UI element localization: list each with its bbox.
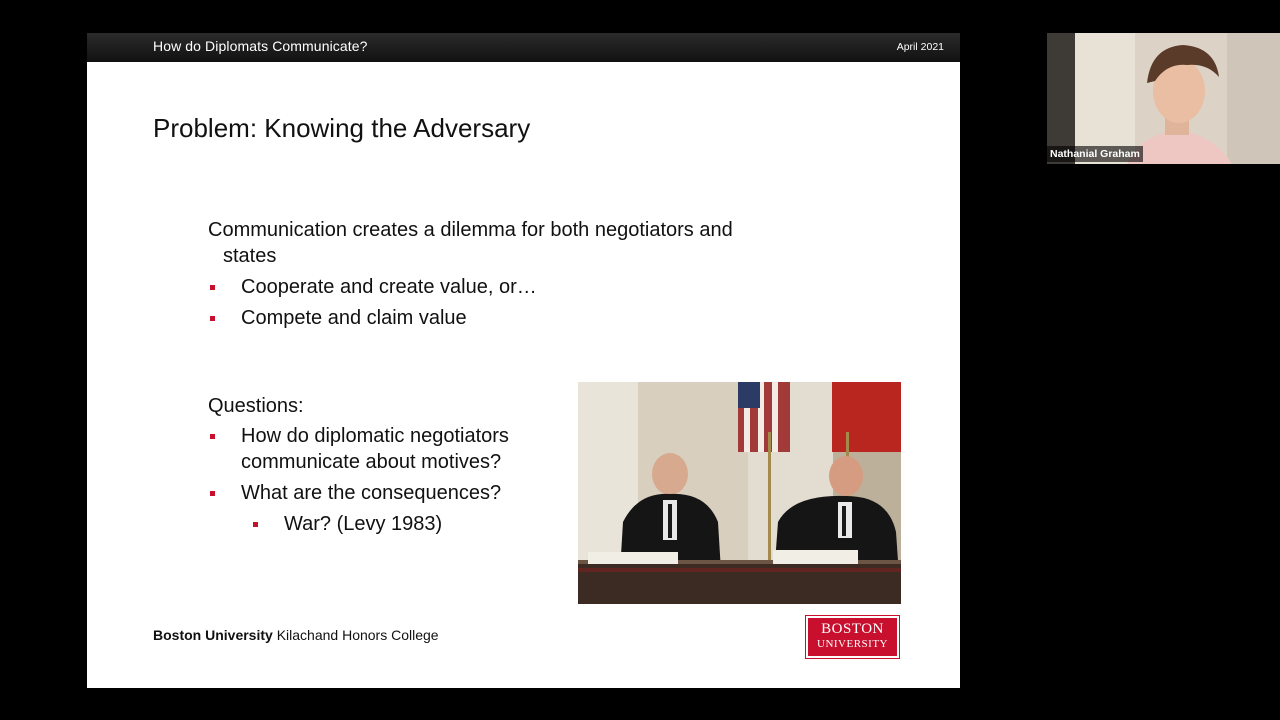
deck-date: April 2021 xyxy=(896,41,944,53)
slide-header-bar xyxy=(87,33,960,62)
bullet-icon xyxy=(253,522,258,527)
participant-video-tile[interactable] xyxy=(1047,33,1280,164)
options-list xyxy=(208,274,537,336)
list-item: Cooperate and create value, or… xyxy=(208,274,537,300)
participant-video-feed xyxy=(1047,33,1280,164)
treaty-signing-photo xyxy=(578,382,901,604)
participant-name-label: Nathanial Graham xyxy=(1047,146,1143,162)
bullet-icon xyxy=(210,491,215,496)
list-item: War? (Levy 1983) xyxy=(208,511,509,537)
footer-university: Boston University xyxy=(153,627,273,643)
intro-line-2: states xyxy=(223,245,277,267)
boston-university-logo xyxy=(806,616,899,658)
list-item: Compete and claim value xyxy=(208,305,537,331)
bullet-icon xyxy=(210,316,215,321)
footer-college: Kilachand Honors College xyxy=(272,627,439,643)
list-item: How do diplomatic negotiators communicate about motives? xyxy=(208,423,509,475)
intro-text xyxy=(208,217,808,269)
bullet-icon xyxy=(210,285,215,290)
intro-line-1: Communication creates a dilemma for both negotiators and xyxy=(208,219,733,241)
shared-slide xyxy=(87,33,960,688)
list-item: What are the consequences? xyxy=(208,480,509,506)
deck-title: How do Diplomats Communicate? xyxy=(153,38,368,54)
logo-line-2: UNIVERSITY xyxy=(817,638,888,650)
bullet-icon xyxy=(210,434,215,439)
questions-label: Questions: xyxy=(208,395,304,417)
slide-footer xyxy=(153,627,439,643)
logo-line-1: BOSTON xyxy=(821,621,884,637)
slide-title: Problem: Knowing the Adversary xyxy=(153,113,531,143)
questions-list xyxy=(208,423,509,542)
